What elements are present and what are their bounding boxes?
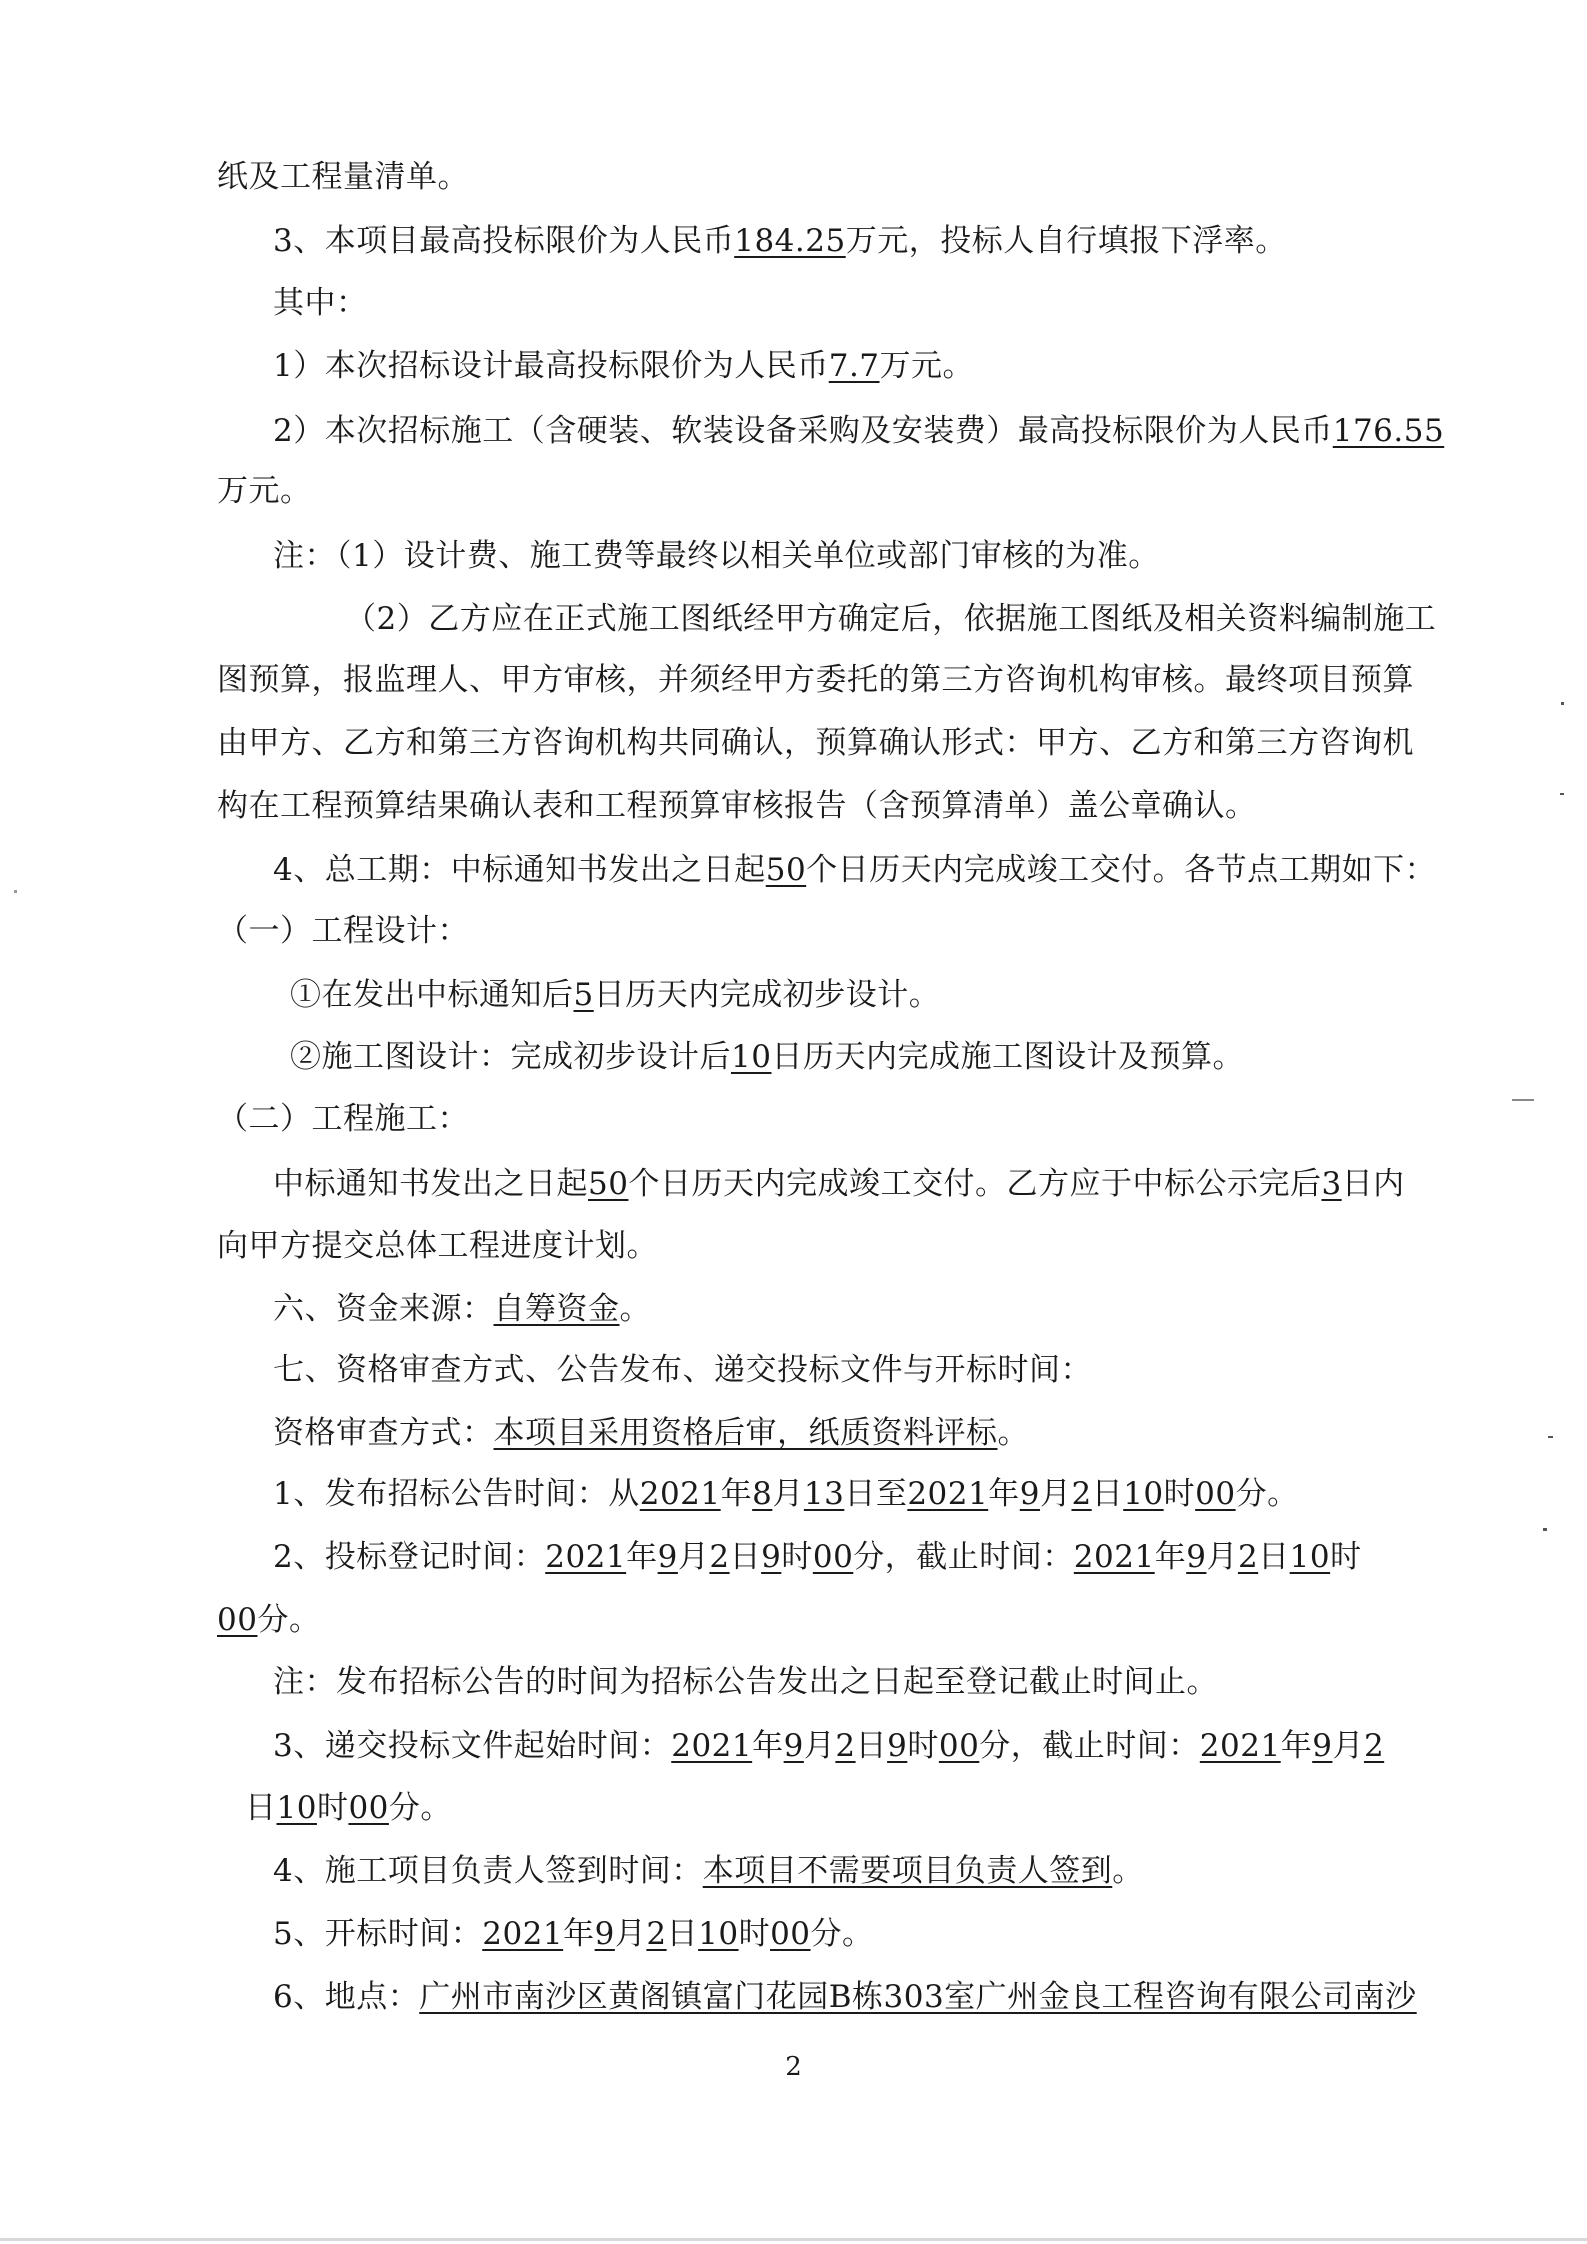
filled-value: 00 [1195, 1476, 1236, 1512]
text-segment: 分，截止时间： [853, 1539, 1074, 1575]
text-segment: 年 [563, 1916, 595, 1952]
text-segment: 资格审查方式： [273, 1415, 494, 1451]
filled-value: 00 [938, 1728, 980, 1764]
text-segment: 时 [781, 1539, 813, 1575]
text-segment: 其中： [273, 285, 368, 321]
text-segment: 4、总工期：中标通知书发出之日起 [273, 852, 766, 888]
filled-value: 9 [761, 1539, 782, 1575]
filled-value: 2 [709, 1539, 730, 1575]
text-segment: 月 [677, 1539, 710, 1575]
text-segment: 日 [729, 1539, 762, 1575]
filled-value: 00 [348, 1790, 389, 1826]
scan-bottom-edge [0, 2238, 1587, 2241]
text-segment: 年 [720, 1476, 753, 1512]
text-segment: 1）本次招标设计最高投标限价为人民币 [273, 348, 829, 384]
text-segment: 。 [997, 1415, 1029, 1451]
text-segment: 万元。 [217, 473, 312, 509]
text-segment: （2）乙方应在正式施工图纸经甲方确定后，依据施工图纸及相关资料编制施工 [345, 601, 1437, 637]
filled-value: 本项目不需要项目负责人签到 [702, 1853, 1113, 1889]
line-10 [217, 723, 1414, 763]
line-29 [273, 1914, 874, 1954]
text-segment: 日内 [1341, 1166, 1405, 1202]
filled-value: 9 [1312, 1728, 1333, 1764]
text-segment: ②施工图设计：完成初步设计后 [290, 1039, 731, 1075]
text-segment: 日 [666, 1916, 699, 1952]
filled-value: 9 [887, 1728, 908, 1764]
text-segment: 月 [772, 1476, 804, 1512]
text-segment: 分。 [257, 1602, 321, 1638]
filled-value: 2021 [545, 1539, 627, 1575]
text-segment: 七、资格审查方式、公告发布、递交投标文件与开标时间： [273, 1352, 1092, 1388]
text-segment: 年 [752, 1728, 784, 1764]
filled-value: 13 [803, 1476, 845, 1512]
filled-value: 9 [1019, 1476, 1040, 1512]
line-21 [273, 1413, 1029, 1453]
filled-value: 2 [1071, 1476, 1092, 1512]
text-segment: 向甲方提交总体工程进度计划。 [217, 1228, 658, 1264]
filled-value: 9 [594, 1916, 615, 1952]
filled-value: 50 [588, 1166, 629, 1202]
filled-value: 00 [770, 1916, 811, 1952]
filled-value: 176.55 [1332, 413, 1445, 449]
text-segment: 分，截止时间： [979, 1728, 1200, 1764]
text-segment: 时 [1163, 1476, 1196, 1512]
filled-value: 00 [217, 1602, 258, 1638]
text-segment: 6、地点： [273, 1979, 420, 2015]
line-2 [273, 221, 1287, 261]
text-segment: 2、投标登记时间： [273, 1539, 546, 1575]
filled-value: 00 [812, 1539, 854, 1575]
text-segment: 。 [1112, 1853, 1144, 1889]
filled-value: 本项目采用资格后审，纸质资料评标 [493, 1415, 998, 1451]
text-segment: 万元。 [879, 348, 975, 384]
scan-speck [1561, 702, 1564, 705]
line-9 [217, 660, 1414, 700]
filled-value: 2 [835, 1728, 856, 1764]
filled-value: 自筹资金 [493, 1291, 620, 1327]
line-30 [273, 1977, 1417, 2017]
line-11 [217, 786, 1257, 826]
text-segment: 年 [626, 1539, 658, 1575]
filled-value: 50 [765, 852, 807, 888]
filled-value: 2 [646, 1916, 667, 1952]
line-8 [345, 599, 1436, 639]
text-segment: 日 [855, 1728, 888, 1764]
text-segment: 月 [1206, 1539, 1238, 1575]
text-segment: 日 [1091, 1476, 1124, 1512]
filled-value: 10 [698, 1916, 739, 1952]
line-24 [217, 1600, 320, 1640]
line-19 [273, 1289, 651, 1329]
filled-value: 10 [276, 1790, 317, 1826]
line-5 [273, 411, 1444, 451]
line-13 [217, 911, 469, 951]
text-segment: 纸及工程量清单。 [217, 159, 469, 195]
line-7 [273, 536, 1160, 576]
line-3 [273, 283, 368, 323]
filled-value: 2021 [1199, 1728, 1281, 1764]
text-segment: 年 [1154, 1539, 1187, 1575]
filled-value: 2 [1237, 1539, 1259, 1575]
filled-value: 2021 [1073, 1539, 1155, 1575]
filled-value: 2021 [907, 1476, 989, 1512]
text-segment: 月 [614, 1916, 647, 1952]
text-segment: 5、开标时间： [273, 1916, 483, 1952]
text-segment: 日至 [844, 1476, 908, 1512]
filled-value: 10 [731, 1039, 772, 1075]
text-segment: 年 [988, 1476, 1020, 1512]
line-18 [217, 1226, 658, 1266]
text-segment: 个日历天内完成竣工交付。乙方应于中标公示完后 [628, 1166, 1322, 1202]
line-25 [273, 1662, 1218, 1702]
scan-speck [14, 890, 17, 893]
line-23 [273, 1537, 1362, 1577]
line-6 [217, 471, 312, 511]
filled-value: 9 [1186, 1539, 1207, 1575]
filled-value: 9 [783, 1728, 804, 1764]
filled-value: 5 [573, 977, 594, 1013]
page-number: 2 [785, 2052, 802, 2082]
filled-value: 3 [1321, 1166, 1342, 1202]
text-segment: 时 [1330, 1539, 1362, 1575]
text-segment: 4、施工项目负责人签到时间： [273, 1853, 703, 1889]
text-segment: ①在发出中标通知后 [290, 977, 574, 1013]
line-27 [245, 1788, 452, 1828]
line-28 [273, 1851, 1144, 1891]
filled-value: 184.25 [734, 223, 846, 259]
text-segment: 2）本次招标施工（含硬装、软装设备采购及安装费）最高投标限价为人民币 [273, 413, 1333, 449]
text-segment: 时 [907, 1728, 939, 1764]
scan-speck [1560, 793, 1564, 795]
text-segment: 3、递交投标文件起始时间： [273, 1728, 672, 1764]
text-segment: （一）工程设计： [217, 913, 469, 949]
text-segment: 月 [1332, 1728, 1364, 1764]
filled-value: 广州市南沙区黄阁镇富门花园B栋303室广州金良工程咨询有限公司南沙 [419, 1979, 1417, 2015]
line-12 [273, 850, 1436, 890]
scan-speck [1543, 1528, 1547, 1531]
text-segment: 3、本项目最高投标限价为人民币 [273, 223, 735, 259]
text-segment: 月 [803, 1728, 836, 1764]
text-segment: 中标通知书发出之日起 [273, 1166, 588, 1202]
text-segment: 日 [245, 1790, 277, 1826]
filled-value: 9 [657, 1539, 678, 1575]
filled-value: 7.7 [828, 348, 880, 384]
text-segment: 日 [1258, 1539, 1290, 1575]
filled-value: 2021 [639, 1476, 721, 1512]
text-segment: 分。 [388, 1790, 452, 1826]
text-segment: 日历天内完成初步设计。 [593, 977, 941, 1013]
filled-value: 10 [1123, 1476, 1164, 1512]
text-segment: 图预算，报监理人、甲方审核，并须经甲方委托的第三方咨询机构审核。最终项目预算 [217, 662, 1414, 698]
text-segment: 日历天内完成施工图设计及预算。 [771, 1039, 1244, 1075]
text-segment: 注：发布招标公告的时间为招标公告发出之日起至登记截止时间止。 [273, 1664, 1218, 1700]
line-17 [273, 1164, 1405, 1204]
line-15 [290, 1037, 1244, 1077]
line-22 [273, 1474, 1299, 1514]
text-segment: 月 [1039, 1476, 1072, 1512]
text-segment: 分。 [1235, 1476, 1299, 1512]
text-segment: 时 [316, 1790, 349, 1826]
text-segment: 。 [619, 1291, 651, 1327]
scan-speck [1512, 1099, 1534, 1101]
text-segment: 个日历天内完成竣工交付。各节点工期如下： [806, 852, 1437, 888]
filled-value: 2021 [671, 1728, 753, 1764]
line-26 [273, 1726, 1384, 1766]
filled-value: 2021 [482, 1916, 564, 1952]
filled-value: 2 [1363, 1728, 1385, 1764]
text-segment: 由甲方、乙方和第三方咨询机构共同确认，预算确认形式：甲方、乙方和第三方咨询机 [217, 725, 1414, 761]
text-segment: 年 [1280, 1728, 1313, 1764]
text-segment: 时 [738, 1916, 771, 1952]
line-1 [217, 157, 469, 197]
line-20 [273, 1350, 1092, 1390]
scan-speck [1548, 1436, 1553, 1438]
line-16 [217, 1099, 469, 1139]
text-segment: 注：（1）设计费、施工费等最终以相关单位或部门审核的为准。 [273, 538, 1160, 574]
text-segment: 构在工程预算结果确认表和工程预算审核报告（含预算清单）盖公章确认。 [217, 788, 1257, 824]
text-segment: 万元，投标人自行填报下浮率。 [845, 223, 1287, 259]
line-4 [273, 346, 974, 386]
filled-value: 10 [1289, 1539, 1331, 1575]
text-segment: 六、资金来源： [273, 1291, 494, 1327]
filled-value: 8 [752, 1476, 773, 1512]
text-segment: 分。 [810, 1916, 874, 1952]
text-segment: （二）工程施工： [217, 1101, 469, 1137]
text-segment: 1、发布招标公告时间：从 [273, 1476, 640, 1512]
line-14 [290, 975, 940, 1015]
